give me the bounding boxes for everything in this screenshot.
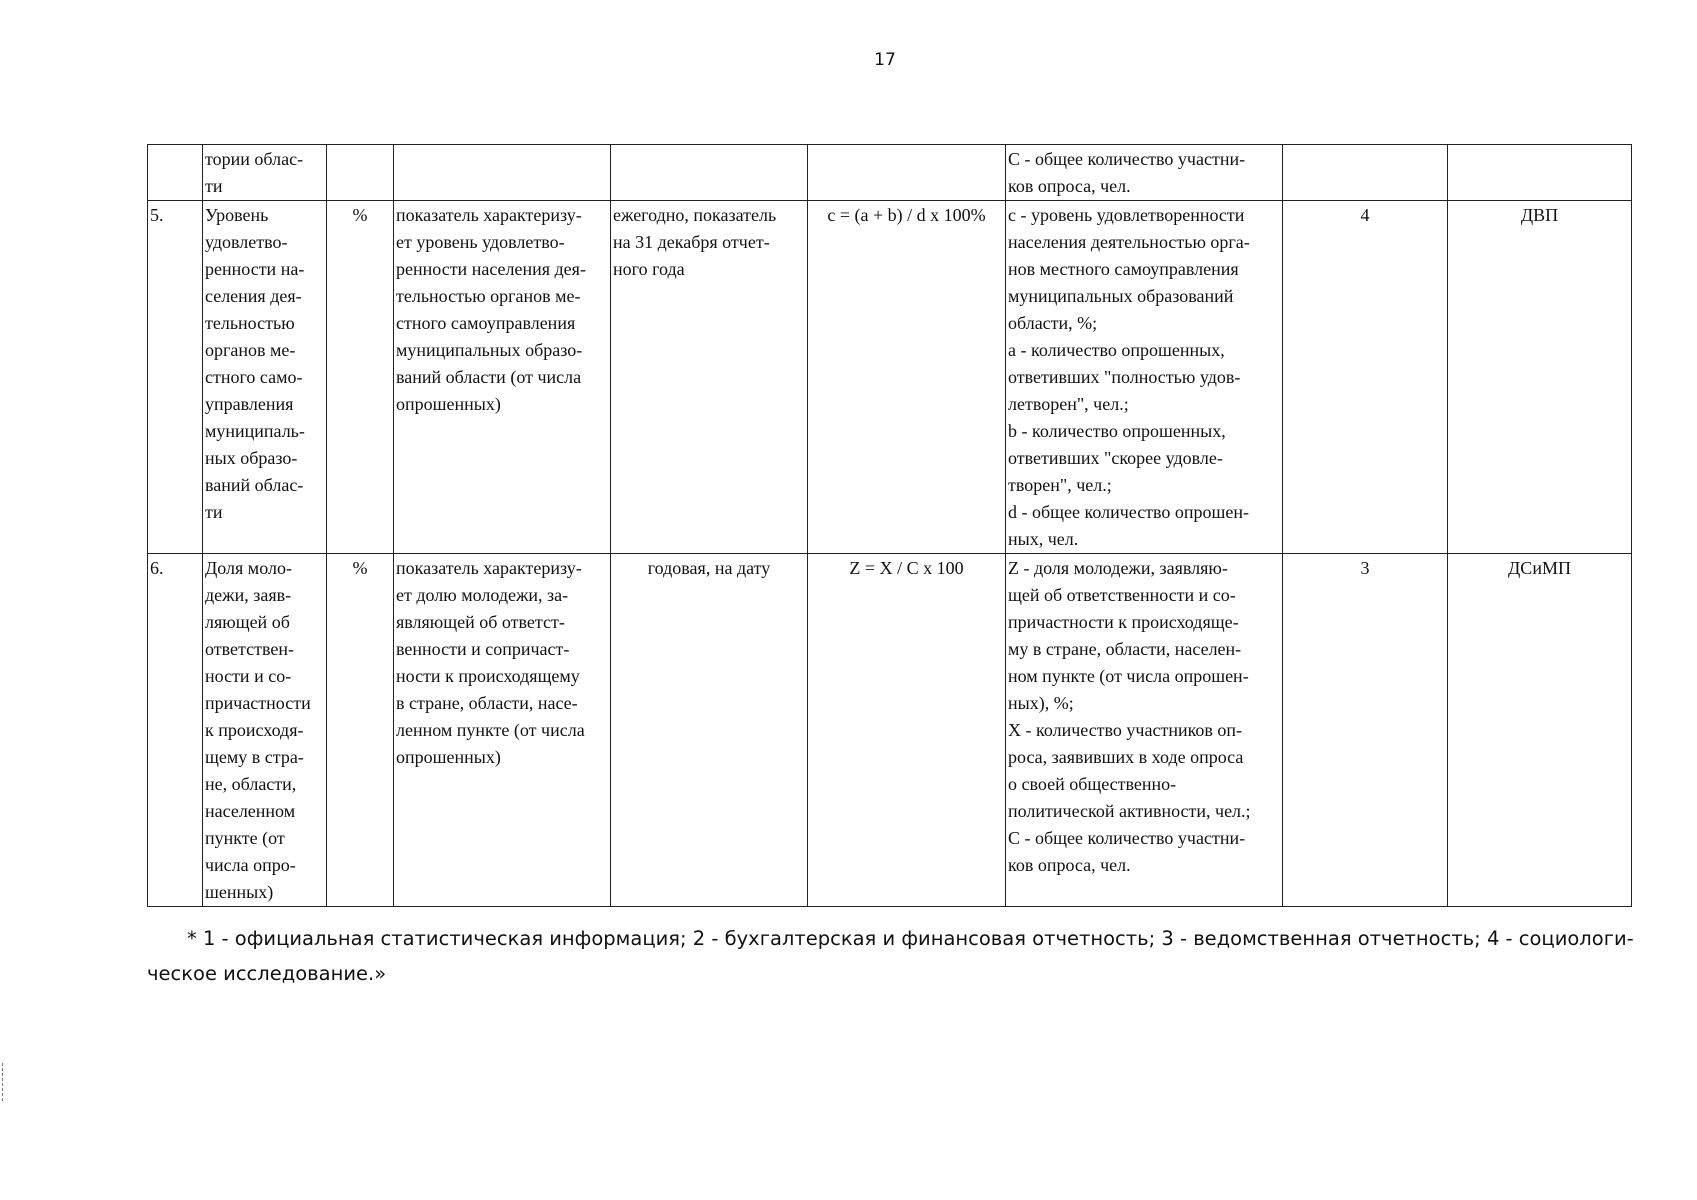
cell-variables xyxy=(1006,554,1283,907)
table-body xyxy=(148,145,1632,907)
cell-text-line: ленном пункте (от числа xyxy=(396,720,585,740)
cell-text-line: щему в стра- xyxy=(205,747,304,767)
cell-text-line: ном пункте (от числа опрошен- xyxy=(1008,666,1249,686)
cell-definition xyxy=(394,145,611,201)
cell-text-line: муниципаль- xyxy=(205,421,305,441)
cell-text-line: ваний облас- xyxy=(205,475,304,495)
footnote xyxy=(147,921,1634,991)
cell-text-line: ти xyxy=(205,176,223,196)
cell-text-line: селения дея- xyxy=(205,286,302,306)
cell-text-line: населения деятельностью орга- xyxy=(1008,232,1250,252)
cell-text-line: ных), %; xyxy=(1008,693,1074,713)
cell-source xyxy=(1283,145,1448,201)
cell-text-line: годовая, на дату xyxy=(647,558,771,578)
cell-text-line: стного само- xyxy=(205,367,303,387)
cell-unit: % xyxy=(327,201,394,554)
table-row xyxy=(148,145,1632,201)
cell-text-line: Z - доля молодежи, заявляю- xyxy=(1008,558,1228,578)
cell-text-line: ности и со- xyxy=(205,666,292,686)
cell-text-line: тельностью органов ме- xyxy=(396,286,581,306)
cell-text-line: политической активности, чел.; xyxy=(1008,801,1251,821)
cell-text-line: ных, чел. xyxy=(1008,529,1079,549)
cell-text-line: тельностью xyxy=(205,313,295,333)
cell-text-line: в стране, области, насе- xyxy=(396,693,578,713)
cell-text-line: роса, заявивших в ходе опроса xyxy=(1008,747,1244,767)
cell-indicator-name xyxy=(203,201,327,554)
cell-text-line: щей об ответственности и со- xyxy=(1008,585,1236,605)
cell-definition xyxy=(394,201,611,554)
scan-edge-mark xyxy=(2,1063,4,1101)
cell-text-line: пункте (от xyxy=(205,828,285,848)
cell-text-line: ренности на- xyxy=(205,259,305,279)
cell-text-line: на 31 декабря отчет- xyxy=(613,232,770,252)
cell-periodicity xyxy=(611,554,808,907)
cell-text-line: с - уровень удовлетворенности xyxy=(1008,205,1245,225)
cell-periodicity xyxy=(611,145,808,201)
cell-text-line: му в стране, области, населен- xyxy=(1008,639,1242,659)
cell-text-line: дежи, заяв- xyxy=(205,585,292,605)
cell-unit: % xyxy=(327,554,394,907)
cell-text-line: стного самоуправления xyxy=(396,313,576,333)
cell-number: 5. xyxy=(148,201,203,554)
cell-text-line: венности и сопричаст- xyxy=(396,639,570,659)
cell-text-line: ежегодно, показатель xyxy=(613,205,777,225)
cell-source: 4 xyxy=(1283,201,1448,554)
cell-number: 6. xyxy=(148,554,203,907)
cell-text-line: муниципальных образований xyxy=(1008,286,1234,306)
cell-formula xyxy=(808,145,1006,201)
cell-text-line: органов ме- xyxy=(205,340,296,360)
footnote-line-1: * 1 - официальная статистическая информация; 2 - бухгалтерская и финансовая отчетность; 3 - ведомственная отчетность; 4 - социологи- xyxy=(187,927,1634,950)
cell-text-line: муниципальных образо- xyxy=(396,340,583,360)
cell-text-line: творен", чел.; xyxy=(1008,475,1112,495)
cell-text-line: Доля моло- xyxy=(205,558,292,578)
cell-responsible: ДВП xyxy=(1448,201,1632,554)
cell-text-line: d - общее количество опрошен- xyxy=(1008,502,1250,522)
cell-text-line: ренности населения дея- xyxy=(396,259,586,279)
cell-text-line: числа опро- xyxy=(205,855,296,875)
cell-text-line: С - общее количество участни- xyxy=(1008,828,1246,848)
page-number: 17 xyxy=(874,50,896,70)
cell-text-line: ляющей об xyxy=(205,612,290,632)
cell-text-line: шенных) xyxy=(205,882,274,902)
cell-text-line: являющей об ответст- xyxy=(396,612,565,632)
table-row xyxy=(148,554,1632,907)
cell-text-line: ет долю молодежи, за- xyxy=(396,585,569,605)
cell-text-line: ности к происходящему xyxy=(396,666,580,686)
cell-text-line: ных образо- xyxy=(205,448,298,468)
cell-text-line: не, области, xyxy=(205,774,297,794)
cell-source: 3 xyxy=(1283,554,1448,907)
cell-number xyxy=(148,145,203,201)
cell-text-line: летворен", чел.; xyxy=(1008,394,1129,414)
cell-text-line: Х - количество участников оп- xyxy=(1008,720,1243,740)
cell-text-line: ет уровень удовлетво- xyxy=(396,232,565,252)
cell-text-line: области, %; xyxy=(1008,313,1098,333)
footnote-line-2: ческое исследование.» xyxy=(147,962,387,985)
cell-text-line: ков опроса, чел. xyxy=(1008,855,1131,875)
cell-text-line: b - количество опрошенных, xyxy=(1008,421,1226,441)
cell-text-line: управления xyxy=(205,394,294,414)
cell-text-line: ваний области (от числа xyxy=(396,367,582,387)
cell-formula: Z = X / C x 100 xyxy=(808,554,1006,907)
cell-responsible xyxy=(1448,145,1632,201)
cell-text-line: ответивших "скорее удовле- xyxy=(1008,448,1223,468)
cell-text-line: причастности к происходяще- xyxy=(1008,612,1239,632)
cell-text-line: тории облас- xyxy=(205,149,304,169)
cell-text-line: причастности xyxy=(205,693,311,713)
cell-text-line: ответствен- xyxy=(205,639,294,659)
cell-text-line: а - количество опрошенных, xyxy=(1008,340,1225,360)
cell-text-line: ного года xyxy=(613,259,685,279)
cell-definition xyxy=(394,554,611,907)
cell-text-line: о своей общественно- xyxy=(1008,774,1177,794)
cell-text-line: показатель характеризу- xyxy=(396,558,582,578)
cell-text-line: С - общее количество участни- xyxy=(1008,149,1246,169)
cell-text-line: населенном xyxy=(205,801,296,821)
cell-text-line: ответивших "полностью удов- xyxy=(1008,367,1241,387)
cell-indicator-name xyxy=(203,145,327,201)
table-row xyxy=(148,201,1632,554)
cell-text-line: удовлетво- xyxy=(205,232,288,252)
indicators-table xyxy=(147,144,1632,907)
cell-text-line: опрошенных) xyxy=(396,394,501,414)
cell-unit xyxy=(327,145,394,201)
cell-text-line: показатель характеризу- xyxy=(396,205,582,225)
cell-variables xyxy=(1006,201,1283,554)
cell-text-line: нов местного самоуправления xyxy=(1008,259,1239,279)
cell-indicator-name xyxy=(203,554,327,907)
cell-text-line: ков опроса, чел. xyxy=(1008,176,1131,196)
cell-text-line: к происходя- xyxy=(205,720,304,740)
cell-text-line: опрошенных) xyxy=(396,747,501,767)
cell-periodicity xyxy=(611,201,808,554)
cell-text-line: ти xyxy=(205,502,223,522)
cell-responsible: ДСиМП xyxy=(1448,554,1632,907)
cell-text-line: Уровень xyxy=(205,205,269,225)
cell-variables xyxy=(1006,145,1283,201)
cell-formula: c = (a + b) / d x 100% xyxy=(808,201,1006,554)
